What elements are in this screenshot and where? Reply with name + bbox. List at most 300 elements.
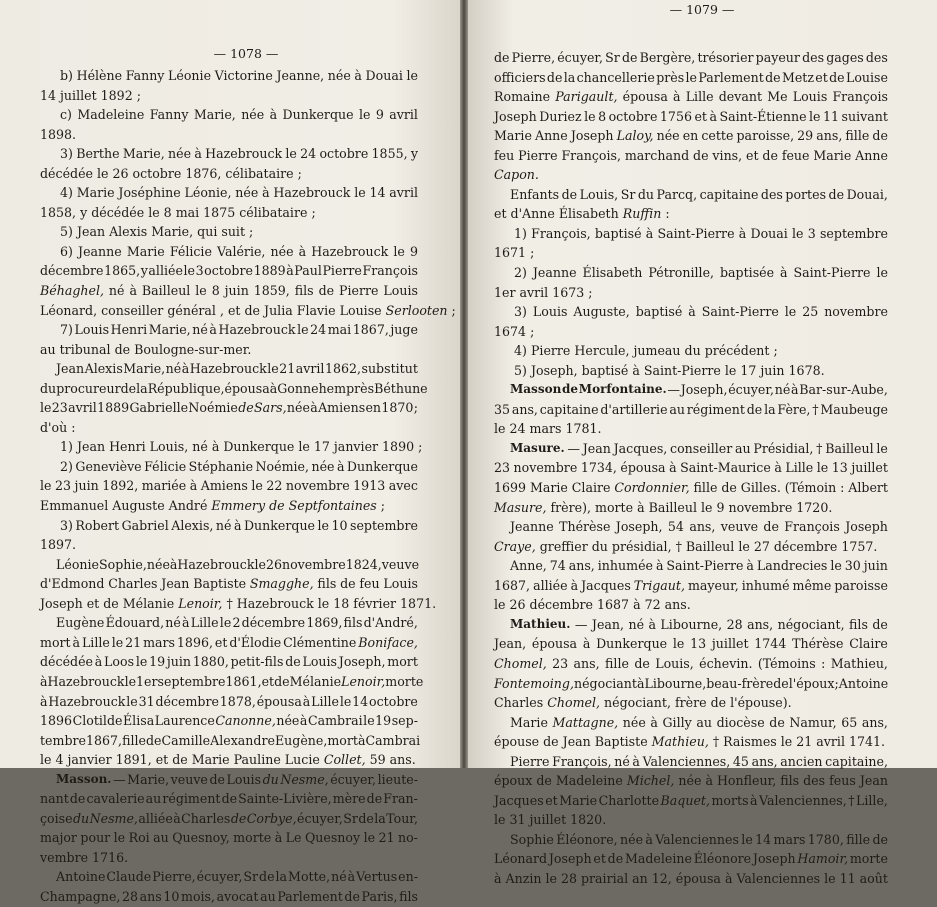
word: du	[637, 186, 655, 202]
word: le	[876, 440, 888, 456]
word: conseiller	[670, 440, 733, 456]
word: Pétronille,	[648, 265, 715, 281]
word: à	[774, 460, 782, 476]
word: 30	[844, 558, 861, 574]
word: Albert	[848, 480, 888, 496]
word: :	[821, 655, 826, 671]
word: chancellerie	[576, 69, 655, 85]
word: ,	[219, 302, 224, 318]
word: fils	[780, 773, 800, 789]
word: en	[365, 400, 382, 416]
word: Saint-Pierre	[701, 304, 779, 320]
word: 6)	[60, 243, 73, 259]
word: Joseph,	[615, 519, 663, 535]
word: de	[103, 595, 119, 611]
word: née	[168, 146, 192, 162]
word: mars	[529, 421, 562, 437]
word: ans,	[816, 128, 843, 144]
word: ;	[136, 87, 141, 103]
word: Pierre	[510, 753, 550, 769]
word: Victorine	[214, 68, 273, 83]
word: y	[140, 263, 148, 279]
word: Masure,	[494, 499, 547, 515]
word: Mélanie	[289, 673, 342, 689]
text-line	[40, 789, 418, 809]
word: çoise	[40, 810, 73, 826]
word: à	[336, 458, 345, 474]
word: 5)	[60, 224, 73, 240]
word: pour	[80, 830, 111, 846]
word: y	[80, 204, 88, 220]
word: Louise	[339, 302, 382, 318]
word: de	[221, 791, 238, 807]
word: 21	[125, 634, 142, 650]
word: le	[126, 693, 138, 709]
word: Édouard,	[105, 615, 165, 631]
word: Charles	[108, 576, 158, 592]
word: Claire	[849, 636, 888, 652]
word: Jean	[76, 439, 106, 455]
text-line	[494, 537, 888, 557]
word: de	[765, 69, 781, 85]
word: no-	[397, 830, 418, 846]
word: Louise	[845, 69, 888, 85]
word: à	[40, 673, 48, 689]
word: né	[192, 439, 208, 455]
word: morte	[849, 851, 888, 867]
word: morts	[711, 792, 749, 808]
word: Masson	[510, 382, 562, 397]
word: Laloy,	[616, 128, 654, 144]
word: à	[40, 693, 48, 709]
word: †	[848, 792, 855, 808]
word: 1871.	[400, 595, 437, 611]
word: morte	[385, 673, 424, 689]
word: à	[299, 713, 308, 729]
word: octobre	[132, 165, 182, 181]
text-line	[40, 496, 418, 516]
word: 23	[55, 478, 72, 494]
text-line	[40, 809, 418, 829]
word: juillet	[851, 460, 888, 476]
word: Gabriel	[121, 517, 169, 533]
word: des	[802, 50, 825, 65]
word: à	[302, 693, 311, 709]
word: des	[865, 50, 888, 65]
word: Cordonnier,	[614, 480, 690, 496]
word: †	[675, 538, 682, 554]
text-line	[40, 261, 418, 281]
word: le	[317, 595, 330, 611]
word: 22	[266, 478, 283, 494]
text-line	[40, 476, 418, 496]
word: Thérèse	[792, 636, 844, 652]
word: 24	[310, 322, 327, 338]
word: Quesnoy	[304, 830, 361, 846]
word: Pierre	[322, 263, 362, 279]
word: inhumé	[741, 577, 790, 593]
word: en	[682, 128, 699, 144]
word: de	[607, 851, 624, 867]
word: à	[286, 263, 294, 279]
word: Marie,	[123, 361, 166, 377]
word: à	[269, 380, 278, 396]
text-line	[40, 320, 418, 340]
word: Saint-Maurice	[680, 460, 771, 476]
word: Marie	[559, 792, 598, 808]
word: Joseph,	[680, 382, 728, 398]
text-line	[40, 281, 418, 301]
word: et	[593, 851, 606, 867]
word: 59	[369, 752, 386, 768]
word: avril	[68, 400, 97, 416]
word: Parcq,	[656, 186, 698, 202]
word: le	[267, 361, 279, 377]
word: Marie	[494, 128, 532, 144]
word: 1862,	[324, 361, 361, 377]
word: diocèse	[716, 714, 765, 730]
text-line	[40, 711, 418, 731]
word: écuyer,	[196, 869, 243, 885]
word: 7)	[60, 322, 73, 338]
word: de	[114, 341, 131, 357]
word: écuyer,	[297, 810, 343, 826]
word: Eugène	[56, 615, 105, 631]
word: ;	[530, 323, 535, 339]
word: Marie	[813, 147, 852, 163]
text-line	[494, 243, 888, 263]
word: Saint-Pierre	[793, 265, 871, 281]
word: Hazebrouck	[177, 556, 255, 572]
word: major	[40, 830, 77, 846]
word: Félicie	[169, 243, 212, 259]
word: ;	[588, 284, 593, 300]
word: alliée	[138, 810, 173, 826]
text-line	[494, 517, 888, 537]
text-line	[494, 48, 888, 68]
word: épousa	[256, 693, 302, 709]
word: Michel,	[626, 773, 675, 789]
word: à	[648, 616, 656, 632]
word: 14	[369, 185, 386, 201]
text-line	[40, 770, 418, 790]
word: le	[298, 439, 310, 455]
word: avril	[389, 107, 418, 123]
word: mère	[332, 791, 366, 807]
word: à	[655, 558, 664, 574]
word: à	[94, 654, 103, 670]
word: de	[773, 675, 789, 691]
word: le	[724, 362, 737, 378]
text-line	[494, 439, 888, 459]
text-line	[494, 693, 888, 713]
text-line	[494, 752, 888, 772]
text-line	[40, 731, 421, 751]
word: 1897.	[40, 537, 77, 553]
word: Serlooten	[385, 302, 448, 318]
word: Baptiste	[193, 576, 247, 592]
word: Antoine	[56, 869, 106, 885]
page-number-left: — 1078 —	[213, 46, 279, 61]
word: †	[226, 595, 233, 611]
word: Saint-Pierre	[657, 225, 735, 241]
text-line	[40, 418, 418, 438]
word: Clémentine	[283, 634, 357, 650]
word: Metz	[781, 69, 814, 85]
word: à	[310, 400, 318, 416]
word: feus	[829, 773, 856, 789]
word: lieute-	[377, 771, 418, 787]
word: Jeanne	[510, 519, 554, 535]
word: 1734,	[580, 460, 617, 476]
word: Lille	[685, 89, 714, 105]
word: Jean	[56, 361, 85, 377]
word: Pierre	[339, 283, 379, 299]
word: Emmery	[211, 498, 266, 514]
word: des	[760, 186, 783, 202]
word: Lenoir,	[178, 595, 223, 611]
word: Pierre	[530, 343, 571, 359]
word: Saint-Étienne	[719, 108, 807, 124]
word: 8	[211, 283, 220, 299]
word: République,	[147, 380, 225, 396]
word: à	[354, 68, 362, 83]
word: Hélène	[76, 68, 123, 83]
word: 3)	[60, 146, 73, 162]
word: de	[238, 400, 254, 416]
text-line	[494, 322, 888, 342]
word: 1861,	[225, 673, 262, 689]
word: le	[494, 421, 506, 437]
word: Sophie	[510, 831, 554, 847]
word: 27	[753, 538, 770, 554]
text-line	[40, 887, 418, 907]
word: ;	[773, 343, 778, 359]
word: née	[656, 128, 680, 144]
word: 31	[138, 693, 155, 709]
word: le	[97, 165, 109, 181]
word: 26	[112, 165, 129, 181]
word: Lille,	[856, 792, 888, 808]
word: Fontemoing,	[494, 675, 574, 691]
word: 1687	[597, 597, 630, 613]
word: Jeanne,	[276, 68, 325, 83]
word: né	[614, 753, 630, 769]
word: 1)	[60, 439, 73, 455]
word: Claude	[106, 869, 152, 885]
word: Dunkerque	[282, 107, 354, 123]
left-page-text	[40, 66, 456, 907]
word: Honfleur,	[716, 773, 777, 789]
word: morte	[233, 830, 272, 846]
word: né	[165, 615, 181, 631]
text-line	[40, 183, 418, 203]
word: Auguste,	[573, 304, 630, 320]
word: ans,	[861, 714, 888, 730]
word: près	[346, 380, 375, 396]
word: Morfontaine.	[578, 382, 667, 397]
word: à	[650, 714, 658, 730]
word: le	[297, 322, 309, 338]
word: 1889	[97, 400, 130, 416]
word: 1896	[40, 713, 73, 729]
word: 24	[300, 146, 317, 162]
text-line	[40, 574, 418, 594]
text-line	[494, 146, 888, 166]
word: Pierre,	[152, 869, 196, 885]
word: Boulogne-sur-mer.	[134, 341, 252, 357]
word: à	[724, 870, 733, 886]
word: an	[632, 870, 648, 886]
text-line	[40, 144, 418, 164]
word: François,	[552, 753, 612, 769]
word: du	[684, 343, 701, 359]
word: paroisse	[834, 577, 888, 593]
word: à	[494, 870, 502, 886]
word: 1671	[494, 245, 527, 261]
word: alliée	[533, 577, 568, 593]
word: le	[40, 752, 52, 768]
word: Amiens	[318, 400, 366, 416]
word: Hercule,	[574, 343, 630, 359]
word: le	[741, 831, 753, 847]
word: à	[582, 636, 591, 652]
word: 1er	[494, 284, 516, 300]
word: Henri	[110, 322, 148, 338]
word: avril	[389, 185, 418, 201]
word: octobre	[608, 108, 658, 124]
text-line	[40, 672, 424, 692]
word: 4)	[60, 185, 73, 201]
word: 1880,	[192, 654, 229, 670]
word: à	[357, 732, 366, 748]
word: Baquet,	[660, 792, 710, 808]
word: Trigaut,	[633, 577, 685, 593]
text-line	[40, 203, 418, 223]
word: 29	[797, 128, 814, 144]
word: le	[285, 146, 297, 162]
text-line	[494, 576, 888, 596]
word: Gilly	[662, 714, 692, 730]
word: le	[584, 108, 596, 124]
word: Valenciennes,	[642, 753, 731, 769]
word: Louis,	[579, 186, 619, 202]
word: de	[634, 655, 650, 671]
word: novembre	[281, 556, 346, 572]
word: épousa	[622, 89, 668, 105]
word: Henri	[109, 439, 146, 455]
word: Eugène,	[274, 732, 328, 748]
text-line	[494, 302, 888, 322]
text-line	[494, 654, 888, 674]
word: 2)	[60, 458, 73, 474]
text-line	[494, 87, 888, 107]
word: à	[194, 146, 202, 162]
word: Dunkerque	[596, 636, 668, 652]
word: à	[570, 577, 579, 593]
word: Amiens	[200, 478, 248, 494]
word: Berthe	[76, 146, 120, 162]
word: juin	[74, 478, 99, 494]
word: fille	[846, 831, 871, 847]
word: de	[274, 673, 290, 689]
word: 23	[552, 655, 569, 671]
word: avril	[816, 734, 845, 750]
word: de	[829, 69, 845, 85]
word: ans.	[664, 597, 691, 613]
word: 1891,	[115, 752, 152, 768]
text-line	[494, 458, 888, 478]
word: fils	[294, 283, 314, 299]
word: Thérèse	[559, 519, 611, 535]
word: écuyer,	[330, 771, 377, 787]
word: 1867,	[352, 322, 389, 338]
text-line	[40, 66, 418, 86]
word: 14	[40, 87, 57, 103]
word: Namur,	[789, 714, 837, 730]
word: suit	[221, 224, 246, 240]
word: Hazebrouck	[47, 673, 125, 689]
word: à	[645, 831, 653, 847]
word: Bailleul	[685, 538, 735, 554]
word: mars	[773, 831, 806, 847]
text-line	[494, 595, 888, 615]
word: mort	[327, 732, 358, 748]
word: veuve	[720, 519, 759, 535]
word: marchand	[624, 147, 690, 163]
word: 1855,	[371, 146, 408, 162]
text-line	[494, 185, 888, 205]
word: Jean	[582, 440, 611, 456]
word: Sr	[243, 869, 259, 885]
word: de	[872, 831, 888, 847]
word: fille	[122, 732, 146, 748]
word: la	[374, 810, 386, 826]
word: fils	[317, 576, 337, 592]
word: Valenciennes	[655, 831, 739, 847]
word: régiment	[162, 791, 221, 807]
word: Landrecies	[756, 558, 828, 574]
word: née	[678, 773, 702, 789]
word: Marie	[529, 480, 568, 496]
text-line	[40, 692, 418, 712]
word: capitaine	[699, 186, 759, 202]
word: au	[735, 440, 751, 456]
word: 1889	[253, 263, 286, 279]
word: Fran-	[383, 791, 418, 807]
word: 1875	[203, 204, 236, 220]
word: Sr	[620, 186, 636, 202]
word: Jeanne	[78, 243, 122, 259]
word: Antoine	[838, 675, 889, 691]
word: Fanny	[125, 68, 165, 83]
word: 1898.	[40, 126, 77, 142]
word: Julia	[264, 302, 293, 318]
word: à	[632, 753, 640, 769]
word: frère),	[550, 499, 591, 515]
word: 28	[122, 888, 139, 904]
word: †	[712, 734, 720, 750]
word: le	[816, 460, 829, 476]
word: 11	[823, 108, 840, 124]
word: mort	[40, 634, 71, 650]
word: fille	[845, 128, 870, 144]
word: Béhaghel,	[40, 283, 104, 299]
word: né	[108, 283, 125, 299]
word: de	[693, 147, 709, 163]
word: —	[113, 771, 126, 787]
word: nant	[40, 791, 69, 807]
